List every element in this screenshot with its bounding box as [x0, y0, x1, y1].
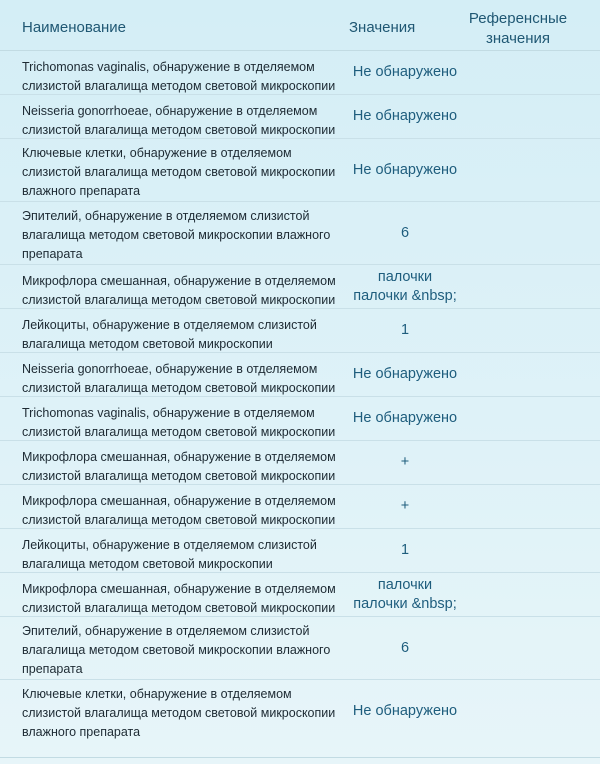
test-value: Не обнаружено — [352, 410, 458, 426]
table-row — [0, 309, 600, 353]
test-name: Микрофлора смешанная, обнаружение в отделяемом слизистой влагалища методом световой микроскопии — [22, 582, 336, 615]
test-value: 1 — [400, 542, 410, 558]
table-row — [0, 139, 600, 202]
table-row — [0, 529, 600, 573]
table-row — [0, 397, 600, 441]
test-name: Лейкоциты, обнаружение в отделяемом слизистой влагалища методом световой микроскопии — [22, 538, 317, 571]
table-row — [0, 617, 600, 680]
column-header-value: Значения — [349, 19, 416, 36]
table-row — [0, 573, 600, 617]
test-value: 6 — [400, 639, 410, 656]
test-value: палочки палочки &nbsp; — [353, 268, 457, 304]
test-value: Не обнаружено — [352, 64, 458, 80]
test-name: Trichomonas vaginalis, обнаружение в отделяемом слизистой влагалища методом световой микроскопии — [22, 60, 336, 93]
test-name: Лейкоциты, обнаружение в отделяемом слизистой влагалища методом световой микроскопии — [22, 318, 317, 351]
table-row — [0, 51, 600, 95]
test-name: Ключевые клетки, обнаружение в отделяемом слизистой влагалища методом световой микроскопии влажного препарата — [22, 146, 336, 198]
table-row — [0, 353, 600, 397]
test-name: Эпителий, обнаружение в отделяемом слизистой влагалища методом световой микроскопии влажного препарата — [22, 209, 331, 261]
test-value: + — [400, 498, 410, 514]
table-row — [0, 202, 600, 265]
test-value: + — [400, 454, 410, 470]
test-name: Микрофлора смешанная, обнаружение в отделяемом слизистой влагалища методом световой микроскопии — [22, 450, 336, 483]
test-name: Микрофлора смешанная, обнаружение в отделяемом слизистой влагалища методом световой микроскопии — [22, 274, 336, 307]
test-name: Ключевые клетки, обнаружение в отделяемом слизистой влагалища методом световой микроскопии влажного препарата — [22, 687, 336, 739]
table-row — [0, 95, 600, 139]
test-name: Эпителий, обнаружение в отделяемом слизистой влагалища методом световой микроскопии влажного препарата — [22, 624, 331, 676]
test-value: 6 — [400, 224, 410, 241]
table-bottom-border — [0, 757, 600, 758]
table-header — [0, 0, 600, 51]
test-value: Не обнаружено — [352, 161, 458, 178]
test-name: Neisseria gonorrhoeae, обнаружение в отделяемом слизистой влагалища методом световой микроскопии — [22, 362, 336, 395]
test-name: Trichomonas vaginalis, обнаружение в отделяемом слизистой влагалища методом световой микроскопии — [22, 406, 336, 439]
column-header-reference: Референсные значения — [468, 10, 568, 47]
table-row — [0, 265, 600, 309]
test-name: Neisseria gonorrhoeae, обнаружение в отделяемом слизистой влагалища методом световой микроскопии — [22, 104, 336, 137]
table-row — [0, 441, 600, 485]
table-row — [0, 680, 600, 743]
column-header-name: Наименование — [22, 19, 126, 36]
test-value: Не обнаружено — [352, 108, 458, 124]
test-value: палочки палочки &nbsp; — [353, 576, 457, 612]
table-row — [0, 485, 600, 529]
test-value: 1 — [400, 322, 410, 338]
test-name: Микрофлора смешанная, обнаружение в отделяемом слизистой влагалища методом световой микроскопии — [22, 494, 336, 527]
table-body — [0, 51, 600, 743]
test-value: Не обнаружено — [352, 366, 458, 382]
test-value: Не обнаружено — [352, 703, 458, 719]
